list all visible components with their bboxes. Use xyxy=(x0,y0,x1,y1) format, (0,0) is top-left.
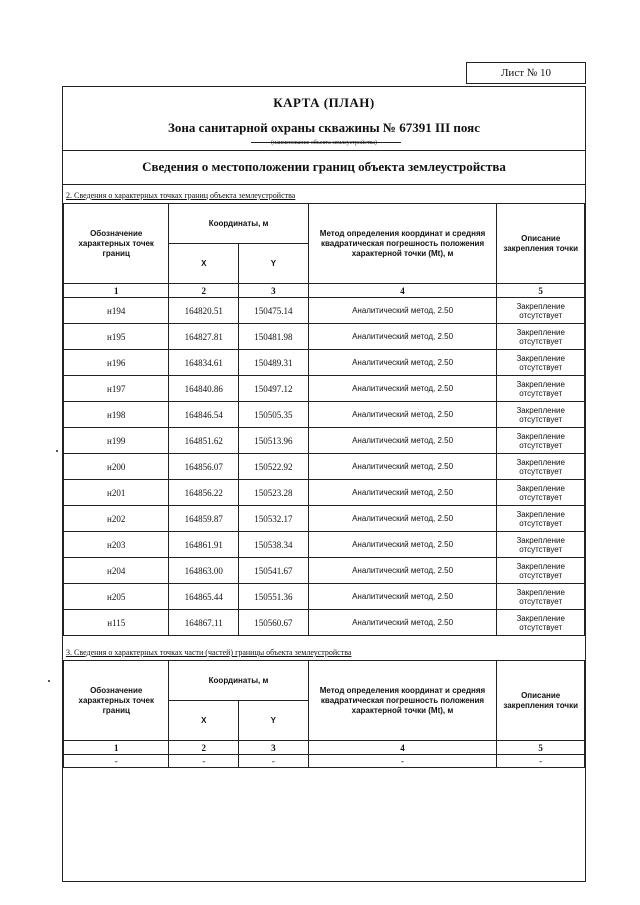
method-cell: Аналитический метод, 2.50 xyxy=(308,480,497,506)
col-number: 2 xyxy=(169,741,239,755)
x-cell: 164827.81 xyxy=(169,324,239,350)
col-number: 2 xyxy=(169,284,239,298)
method-cell: Аналитический метод, 2.50 xyxy=(308,402,497,428)
col-header-coords: Координаты, м xyxy=(169,661,308,701)
section-title: Сведения о местоположении границ объекта землеустройства xyxy=(142,159,506,174)
y-cell: 150497.12 xyxy=(239,376,309,402)
y-cell: 150522.92 xyxy=(239,454,309,480)
x-cell: 164846.54 xyxy=(169,402,239,428)
sheet-number: Лист № 10 xyxy=(500,67,552,79)
method-cell: Аналитический метод, 2.50 xyxy=(308,532,497,558)
x-cell: 164859.87 xyxy=(169,506,239,532)
col-header-method: Метод определения координат и средняя квадратическая погрешность положения характерной точки (Mt), м xyxy=(308,661,497,741)
table-row xyxy=(64,755,585,768)
x-cell: 164865.44 xyxy=(169,584,239,610)
point-cell: н203 xyxy=(64,532,169,558)
description-cell: Закрепление отсутствует xyxy=(497,298,585,324)
y-cell: 150551.36 xyxy=(239,584,309,610)
empty-cell: - xyxy=(169,755,239,768)
y-cell: 150513.96 xyxy=(239,428,309,454)
x-cell: 164856.07 xyxy=(169,454,239,480)
col-number: 1 xyxy=(64,284,169,298)
table-row xyxy=(64,428,585,454)
empty-cell: - xyxy=(64,755,169,768)
col-header-coords: Координаты, м xyxy=(169,204,308,244)
table-row xyxy=(64,532,585,558)
method-cell: Аналитический метод, 2.50 xyxy=(308,298,497,324)
description-cell: Закрепление отсутствует xyxy=(497,558,585,584)
scan-mark xyxy=(56,450,58,452)
table-row xyxy=(64,584,585,610)
y-cell: 150481.98 xyxy=(239,324,309,350)
y-cell: 150560.67 xyxy=(239,610,309,636)
description-cell: Закрепление отсутствует xyxy=(497,584,585,610)
table-row xyxy=(64,376,585,402)
col-header-y: Y xyxy=(239,244,309,284)
col-header-x: X xyxy=(169,244,239,284)
section3-caption: 3. Сведения о характерных точках части (частей) границы объекта землеустройства xyxy=(66,648,352,657)
zone-title: Зона санитарной охраны скважины № 67391 III пояс xyxy=(168,120,480,135)
point-cell: н205 xyxy=(64,584,169,610)
col-header-point: Обозначение характерных точек границ xyxy=(64,661,169,741)
description-cell: Закрепление отсутствует xyxy=(497,402,585,428)
y-cell: 150505.35 xyxy=(239,402,309,428)
col-number: 5 xyxy=(497,741,585,755)
col-header-y: Y xyxy=(239,701,309,741)
x-cell: 164861.91 xyxy=(169,532,239,558)
x-cell: 164820.51 xyxy=(169,298,239,324)
method-cell: Аналитический метод, 2.50 xyxy=(308,584,497,610)
col-number: 4 xyxy=(308,741,497,755)
method-cell: Аналитический метод, 2.50 xyxy=(308,428,497,454)
section2-rows xyxy=(64,298,585,636)
description-cell: Закрепление отсутствует xyxy=(497,480,585,506)
point-cell: н198 xyxy=(64,402,169,428)
method-cell: Аналитический метод, 2.50 xyxy=(308,350,497,376)
description-cell: Закрепление отсутствует xyxy=(497,532,585,558)
point-cell: н200 xyxy=(64,454,169,480)
x-cell: 164851.62 xyxy=(169,428,239,454)
description-cell: Закрепление отсутствует xyxy=(497,506,585,532)
table-row xyxy=(64,402,585,428)
col-header-method: Метод определения координат и средняя квадратическая погрешность положения характерной точки (Mt), м xyxy=(308,204,497,284)
table-row xyxy=(64,350,585,376)
point-cell: н194 xyxy=(64,298,169,324)
point-cell: н196 xyxy=(64,350,169,376)
col-number: 1 xyxy=(64,741,169,755)
x-cell: 164856.22 xyxy=(169,480,239,506)
zone-note: (наименование объекта землеустройства) xyxy=(271,140,377,146)
table-row xyxy=(64,558,585,584)
col-number: 4 xyxy=(308,284,497,298)
x-cell: 164867.11 xyxy=(169,610,239,636)
x-cell: 164840.86 xyxy=(169,376,239,402)
method-cell: Аналитический метод, 2.50 xyxy=(308,610,497,636)
table-row xyxy=(64,610,585,636)
point-cell: н195 xyxy=(64,324,169,350)
section3-table xyxy=(63,660,585,768)
point-cell: н204 xyxy=(64,558,169,584)
x-cell: 164834.61 xyxy=(169,350,239,376)
col-header-point: Обозначение характерных точек границ xyxy=(64,204,169,284)
point-cell: н197 xyxy=(64,376,169,402)
description-cell: Закрепление отсутствует xyxy=(497,376,585,402)
map-title: КАРТА (ПЛАН) xyxy=(273,95,375,110)
divider xyxy=(63,150,585,151)
col-number: 3 xyxy=(239,741,309,755)
y-cell: 150475.14 xyxy=(239,298,309,324)
section2-caption: 2. Сведения о характерных точках границ объекта землеустройства xyxy=(66,191,296,200)
table-row xyxy=(64,324,585,350)
table-row xyxy=(64,480,585,506)
point-cell: н202 xyxy=(64,506,169,532)
description-cell: Закрепление отсутствует xyxy=(497,350,585,376)
point-cell: н201 xyxy=(64,480,169,506)
y-cell: 150532.17 xyxy=(239,506,309,532)
y-cell: 150523.28 xyxy=(239,480,309,506)
table-row xyxy=(64,298,585,324)
method-cell: Аналитический метод, 2.50 xyxy=(308,324,497,350)
description-cell: Закрепление отсутствует xyxy=(497,324,585,350)
x-cell: 164863.00 xyxy=(169,558,239,584)
description-cell: Закрепление отсутствует xyxy=(497,428,585,454)
method-cell: Аналитический метод, 2.50 xyxy=(308,506,497,532)
col-number: 3 xyxy=(239,284,309,298)
y-cell: 150489.31 xyxy=(239,350,309,376)
empty-cell: - xyxy=(239,755,309,768)
point-cell: н199 xyxy=(64,428,169,454)
col-header-x: X xyxy=(169,701,239,741)
col-header-description: Описание закрепления точки xyxy=(497,661,585,741)
scan-mark xyxy=(48,680,50,682)
col-number: 5 xyxy=(497,284,585,298)
y-cell: 150538.34 xyxy=(239,532,309,558)
section2-table xyxy=(63,203,585,636)
y-cell: 150541.67 xyxy=(239,558,309,584)
empty-cell: - xyxy=(497,755,585,768)
sheet-number-box xyxy=(466,62,586,84)
empty-cell: - xyxy=(308,755,497,768)
document-frame xyxy=(62,86,586,882)
col-header-description: Описание закрепления точки xyxy=(497,204,585,284)
point-cell: н115 xyxy=(64,610,169,636)
method-cell: Аналитический метод, 2.50 xyxy=(308,376,497,402)
description-cell: Закрепление отсутствует xyxy=(497,454,585,480)
method-cell: Аналитический метод, 2.50 xyxy=(308,558,497,584)
divider xyxy=(63,184,585,185)
table-row xyxy=(64,506,585,532)
description-cell: Закрепление отсутствует xyxy=(497,610,585,636)
table-row xyxy=(64,454,585,480)
method-cell: Аналитический метод, 2.50 xyxy=(308,454,497,480)
